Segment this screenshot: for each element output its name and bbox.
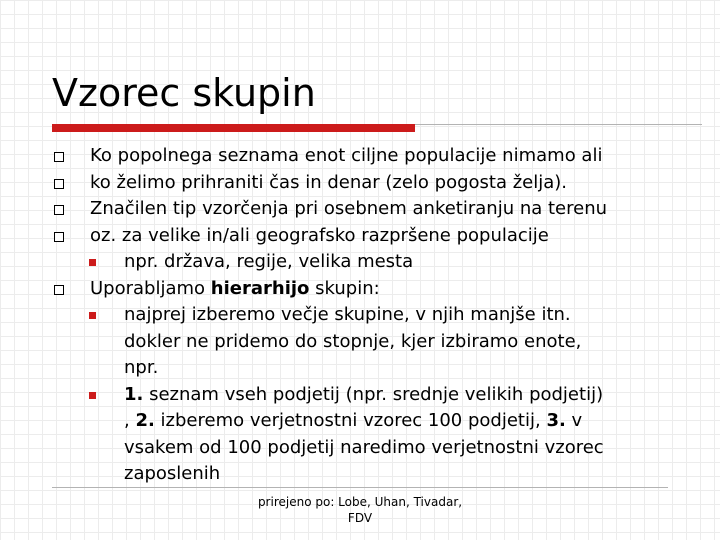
hollow-square-bullet-icon bbox=[54, 152, 64, 162]
hollow-square-bullet-icon bbox=[54, 179, 64, 189]
continuation-line bbox=[0, 435, 720, 462]
sub-bullet-text: , bbox=[124, 410, 136, 431]
bullet-line bbox=[0, 276, 720, 303]
slide-title: Vzorec skupin bbox=[52, 71, 316, 115]
footer-divider bbox=[52, 487, 668, 488]
step-number: 2. bbox=[135, 410, 155, 431]
continuation-line bbox=[0, 408, 720, 435]
bullet-line bbox=[0, 143, 720, 170]
footer-line: prirejeno po: Lobe, Uhan, Tivadar, bbox=[257, 495, 463, 509]
red-square-bullet-icon bbox=[89, 392, 96, 399]
bullet-text: Značilen tip vzorčenja pri osebnem anketiranju na terenu bbox=[90, 198, 608, 219]
red-square-bullet-icon bbox=[89, 312, 96, 319]
sub-bullet-text: zaposlenih bbox=[124, 463, 221, 484]
hollow-square-bullet-icon bbox=[54, 232, 64, 242]
emphasized-term: hierarhijo bbox=[210, 277, 310, 299]
sub-bullet-text: v bbox=[565, 410, 583, 431]
footer-credit bbox=[240, 494, 480, 526]
bullet-text: oz. za velike in/ali geografsko razpršene populacije bbox=[90, 224, 549, 246]
bullet-line bbox=[0, 223, 720, 250]
sub-bullet-text: vsakem od 100 podjetij naredimo verjetnostni vzorec bbox=[124, 436, 604, 458]
step-number: 1. bbox=[124, 383, 144, 405]
sub-bullet-text: dokler ne pridemo do stopnje, kjer izbiramo enote, bbox=[124, 330, 582, 352]
step-number: 3. bbox=[546, 410, 566, 431]
continuation-line bbox=[0, 355, 720, 382]
sub-bullet-text: izberemo verjetnostni vzorec 100 podjetij, bbox=[154, 410, 547, 431]
hollow-square-bullet-icon bbox=[54, 285, 64, 295]
footer-line: FDV bbox=[347, 511, 373, 525]
bullet-text-pre: Uporabljamo bbox=[90, 277, 211, 299]
bullet-line bbox=[0, 196, 720, 223]
continuation-line bbox=[0, 329, 720, 356]
red-square-bullet-icon bbox=[89, 259, 96, 266]
bullet-text: Ko popolnega seznama enot ciljne populacije nimamo ali bbox=[90, 145, 603, 166]
sub-bullet-text: seznam vseh podjetij (npr. srednje velikih podjetij) bbox=[143, 383, 604, 405]
sub-bullet-line bbox=[0, 382, 720, 409]
bullet-line bbox=[0, 170, 720, 197]
sub-bullet-text: najprej izberemo večje skupine, v njih manjše itn. bbox=[124, 304, 571, 325]
bullet-text: ko želimo prihraniti čas in denar (zelo pogosta želja). bbox=[90, 171, 568, 193]
sub-bullet-text: npr. država, regije, velika mesta bbox=[124, 251, 414, 272]
hollow-square-bullet-icon bbox=[54, 205, 64, 215]
title-accent-bar bbox=[52, 124, 415, 132]
sub-bullet-line bbox=[0, 302, 720, 329]
sub-bullet-text: npr. bbox=[124, 357, 159, 378]
bullet-text-post: skupin: bbox=[309, 277, 380, 299]
continuation-line bbox=[0, 461, 720, 488]
slide-content bbox=[0, 143, 720, 488]
sub-bullet-line bbox=[0, 249, 720, 276]
